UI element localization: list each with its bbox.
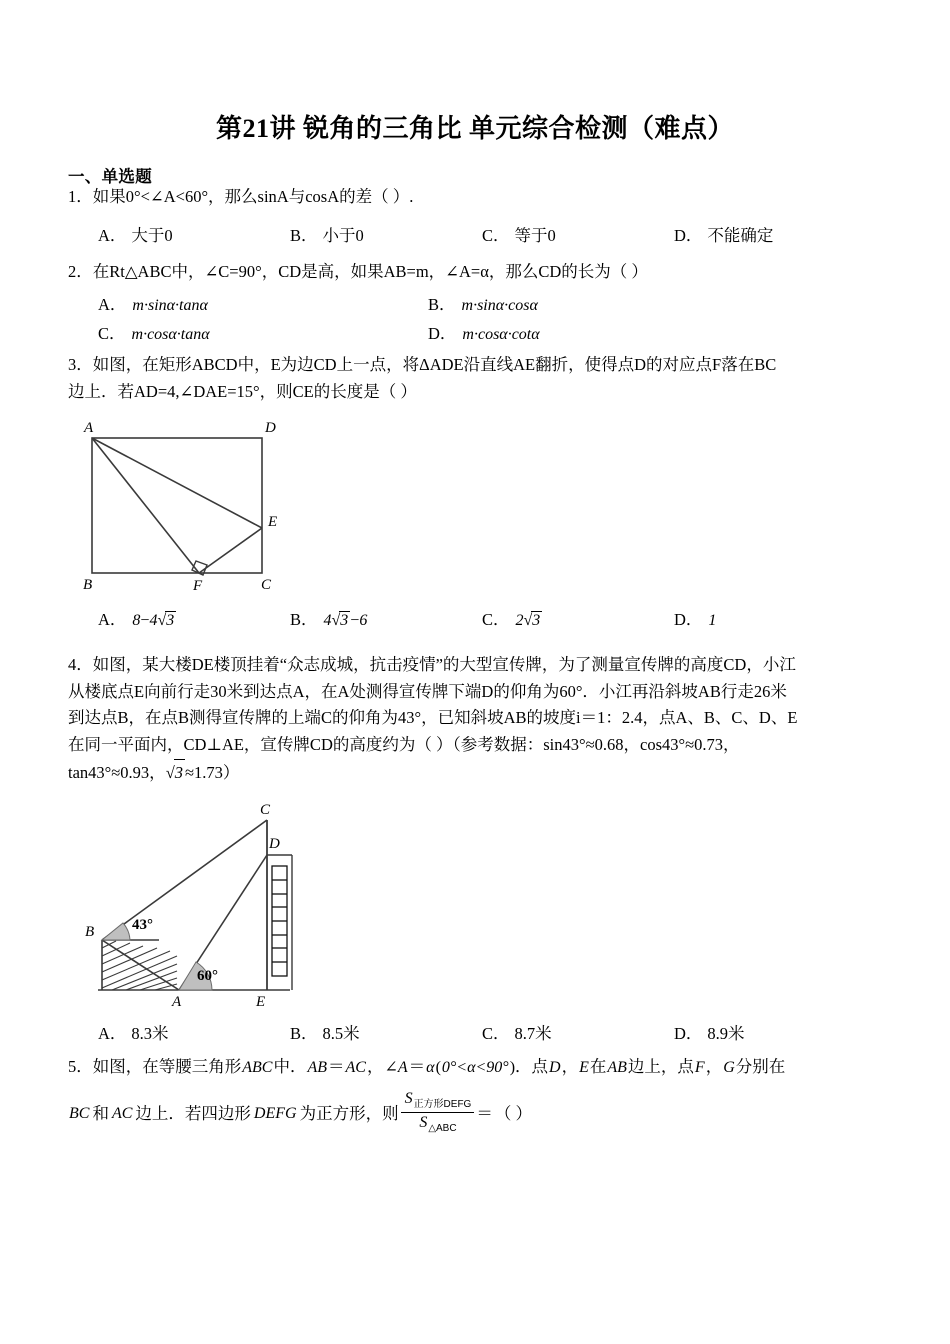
option-label: B． (290, 1024, 318, 1043)
question-5-line-2-wrap (68, 1092, 888, 1136)
question-2-number: 2 (68, 262, 77, 281)
question-4-line-4: 在同一平面内，CD⊥AE，宣传牌CD的高度约为（ ）（参考数据：sin43°≈0.68，cos43°≈0.73， (68, 735, 740, 755)
option-label: D． (674, 610, 703, 629)
question-3-number: 3 (68, 355, 77, 374)
answer-blank: （ ） (494, 1103, 532, 1123)
question-1 (68, 184, 888, 211)
option-label: B． (428, 295, 456, 314)
option-4-b[interactable] (290, 1020, 482, 1044)
figure-question-3 (72, 418, 312, 604)
question-3-line-2: 边上．若AD=4,∠DAE=15°，则CE的长度是（ ） (68, 381, 417, 401)
building-slope-figure (64, 800, 384, 1015)
question-1-body: 如果0°<∠A<60°，那么sinA与cosA的差（ ）. (92, 187, 414, 206)
option-1-a[interactable] (98, 222, 290, 246)
question-4 (68, 652, 888, 787)
option-3-c[interactable] (482, 606, 674, 630)
question-2-options-row2 (98, 320, 898, 344)
question-3-line-1: 3．如图，在矩形ABCD中，E为边CD上一点，将ΔADE沿直线AE翻折，使得点D的对应点F落在BC (68, 355, 777, 374)
option-4-a[interactable] (98, 1020, 290, 1044)
question-3-options (98, 606, 898, 630)
question-1-text: 1．如果0°<∠A<60°，那么sinA与cosA的差（ ）. (68, 187, 414, 206)
angle-b-43 (102, 923, 130, 940)
option-text: 等于0 (514, 226, 556, 245)
label-e: E (268, 514, 278, 530)
option-text: 4√3 −6 (323, 612, 368, 629)
option-text: 2√3 (515, 612, 541, 629)
option-text: 8.9米 (707, 1024, 745, 1043)
angle-label-43: 43° (132, 917, 153, 933)
option-text: m·cosα·tanα (131, 326, 210, 343)
option-1-c[interactable] (482, 222, 674, 246)
slope-hatching (102, 941, 177, 990)
option-label: B． (290, 610, 318, 629)
rectangle-abcd (92, 438, 262, 573)
label-d: D (265, 420, 276, 436)
option-4-d[interactable] (674, 1020, 866, 1044)
segment-bc (102, 820, 267, 940)
question-5-line-2 (68, 1092, 888, 1136)
option-label: C． (482, 226, 510, 245)
fraction-denominator: $S_{\triangle ABC}$ (419, 1113, 457, 1134)
question-5-body: 如图，在等腰三角形ABC中．AB＝AC，∠A＝α(0°<α<90°)．点D，E在AB边上，点F，G分别在 (92, 1057, 786, 1076)
option-text: 1 (708, 612, 717, 629)
label-a: A (84, 420, 94, 436)
question-2-options-row1 (98, 291, 898, 315)
option-text: m·sinα·tanα (132, 297, 208, 314)
option-2-c[interactable] (98, 320, 428, 344)
option-text: 8.3米 (131, 1024, 169, 1043)
option-label: C． (98, 324, 126, 343)
segment-ac-ref: AC (111, 1105, 133, 1123)
option-label: D． (674, 226, 703, 245)
question-4-number: 4 (68, 655, 77, 674)
option-label: C． (482, 1024, 510, 1043)
option-3-d[interactable] (674, 606, 866, 630)
question-4-line-3: 到达点B，在点B测得宣传牌的上端C的仰角为43°，已知斜坡AB的坡度i＝1：2.4，点A、B、C、D、E (68, 708, 798, 728)
option-text: m·sinα·cosα (461, 297, 538, 314)
option-label: A． (98, 295, 127, 314)
question-4-options (98, 1020, 898, 1044)
text-bianshang: 边上．若四边形 (135, 1103, 251, 1123)
rectangle-fold-figure (72, 418, 312, 604)
option-label: C． (482, 610, 510, 629)
option-2-b[interactable] (428, 291, 758, 315)
label-b: B (85, 924, 95, 940)
label-d: D (269, 836, 280, 852)
option-label: A． (98, 1024, 127, 1043)
label-c: C (261, 577, 272, 593)
question-2-text: 2．在Rt△ABC中，∠C=90°，CD是高，如果AB=m，∠A=α，那么CD的长为（ ） (68, 262, 648, 281)
option-text: 8.5米 (322, 1024, 360, 1043)
conj-he: 和 (92, 1103, 109, 1123)
quad-defg-ref: DEFG (253, 1105, 297, 1123)
segment-fe (199, 528, 262, 573)
fraction-numerator: $S_{正方形DEFG}$ (401, 1090, 475, 1113)
question-1-options (98, 222, 898, 246)
question-1-number: 1 (68, 187, 77, 206)
option-text: 大于0 (131, 226, 173, 245)
option-label: D． (674, 1024, 703, 1043)
option-3-a[interactable] (98, 606, 290, 630)
question-2-body: 在Rt△ABC中，∠C=90°，CD是高，如果AB=m，∠A=α，那么CD的长为（ ） (92, 262, 648, 281)
option-2-a[interactable] (98, 291, 428, 315)
option-1-b[interactable] (290, 222, 482, 246)
equals-sign: ＝ (476, 1103, 493, 1123)
label-a: A (172, 994, 182, 1010)
option-1-d[interactable] (674, 222, 866, 246)
label-e: E (256, 994, 266, 1010)
question-4-line-2: 从楼底点E向前行走30米到达点A，在A处测得宣传牌下端D的仰角为60°．小江再沿斜坡AB行走26米 (68, 681, 787, 701)
option-text: 8.7米 (514, 1024, 552, 1043)
question-5-number: 5 (68, 1057, 77, 1076)
option-label: D． (428, 324, 457, 343)
window-rungs (272, 880, 287, 962)
option-label: A． (98, 226, 127, 245)
question-3 (68, 352, 888, 405)
figure-question-4 (64, 800, 384, 1015)
segment-bc-ref: BC (69, 1105, 90, 1123)
question-2 (68, 259, 888, 286)
area-ratio-fraction (401, 1090, 475, 1134)
question-4-line-1: 4．如图，某大楼DE楼顶挂着“众志成城，抗击疫情”的大型宣传牌，为了测量宣传牌的高度CD，小江 (68, 655, 796, 674)
option-text: 8−4√3 (132, 612, 175, 629)
label-c: C (260, 802, 271, 818)
option-4-c[interactable] (482, 1020, 674, 1044)
text-square: 为正方形，则 (299, 1103, 399, 1123)
question-5 (68, 1054, 888, 1081)
option-text: 小于0 (322, 226, 364, 245)
label-b: B (83, 577, 93, 593)
section-heading: 一、单选题 (68, 168, 152, 186)
segment-af (92, 438, 199, 573)
option-3-b[interactable] (290, 606, 482, 630)
option-2-d[interactable] (428, 320, 758, 344)
question-4-line-5: tan43°≈0.93，√3 ≈1.73） (68, 759, 888, 787)
option-label: A． (98, 610, 127, 629)
question-5-line-1: 5．如图，在等腰三角形ABC中．AB＝AC，∠A＝α(0°<α<90°)．点D，E在AB边上，点F，G分别在 (68, 1057, 786, 1076)
option-label: B． (290, 226, 318, 245)
angle-label-60: 60° (197, 968, 218, 984)
segment-ae (92, 438, 262, 528)
option-text: m·cosα·cotα (462, 326, 540, 343)
option-text: 不能确定 (707, 226, 774, 245)
page-title: 第21讲 锐角的三角比 单元综合检测（难点） (215, 114, 734, 143)
label-f: F (193, 578, 203, 594)
